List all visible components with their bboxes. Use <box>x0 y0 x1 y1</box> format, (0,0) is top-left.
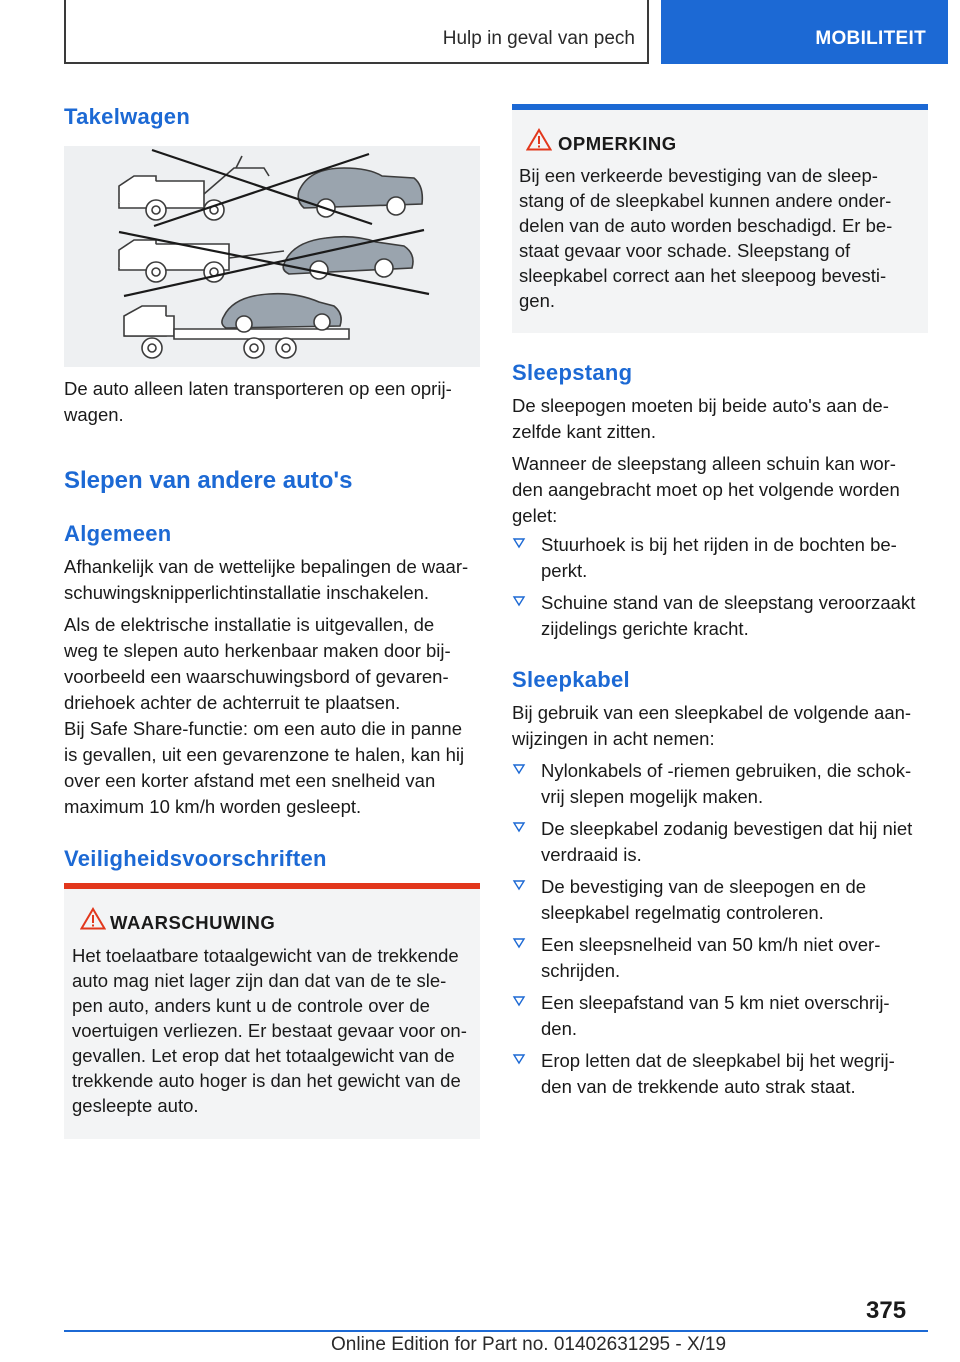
footer-divider <box>64 1330 928 1332</box>
towbar-heading: Sleepstang <box>512 360 633 385</box>
header-chapter-tab <box>661 0 948 64</box>
triangle-bullet-icon <box>512 536 526 550</box>
triangle-bullet-icon <box>512 594 526 608</box>
warning-body: Het toelaatbare totaalgewicht van de trekkende auto mag niet lager zijn dan dat van de te sle- pen auto, anders kunt u de controle over de voertuigen verliezen. Er bestaat gevaar voor on- gevallen. Let erop dat het totaalgewicht van de trekkende auto hoger is dan het gewicht van de gesleepte auto. <box>72 945 467 1116</box>
triangle-bullet-icon <box>512 820 526 834</box>
general-heading: Algemeen <box>64 521 172 546</box>
safety-heading: Veiligheidsvoorschriften <box>64 846 327 871</box>
towbar-paragraph-1: De sleepogen moeten bij beide auto's aan de- zelfde kant zitten. <box>512 395 889 442</box>
list-item-text: Nylonkabels of -riemen gebruiken, die schok- vrij slepen mogelijk maken. <box>541 760 912 807</box>
list-item-text: Schuine stand van de sleepstang veroorzaakt zijdelings gerichte kracht. <box>541 592 916 639</box>
truck-one <box>119 156 269 220</box>
triangle-bullet-icon <box>512 994 526 1008</box>
list-item-text: De sleepkabel zodanig bevestigen dat hij niet verdraaid is. <box>541 818 913 865</box>
car-one <box>298 168 422 217</box>
notice-title: OPMERKING <box>558 133 677 154</box>
header-section-tab <box>64 0 649 64</box>
towbar-paragraph-2: Wanneer de sleepstang alleen schuin kan wor- den aangebracht moet op het volgende worden gelet: <box>512 453 900 526</box>
triangle-bullet-icon <box>512 762 526 776</box>
header-chapter-title: MOBILITEIT <box>815 28 926 49</box>
list-item-text: Erop letten dat de sleepkabel bij het wegrij- den van de trekkende auto strak staat. <box>541 1050 895 1097</box>
list-item-text: De bevestiging van de sleepogen en de sleepkabel regelmatig controleren. <box>541 876 867 923</box>
cable-paragraph-1: Bij gebruik van een sleepkabel de volgende aan- wijzingen in acht nemen: <box>512 702 912 749</box>
triangle-bullet-icon <box>512 878 526 892</box>
notice-body: Bij een verkeerde bevestiging van de sleep- stang of de sleepkabel kunnen andere onder- delen van de auto worden beschadigd. Er be- staat gevaar voor schade. Sleepstang of sleepkabel correct aan het sleepoog bevesti- gen. <box>519 165 893 311</box>
notice-bar <box>512 104 928 110</box>
figure-caption: De auto alleen laten transporteren op een oprij- wagen. <box>64 378 452 425</box>
warning-box <box>64 883 480 1139</box>
header-section-title: Hulp in geval van pech <box>442 28 635 49</box>
page-number: 375 <box>866 1297 907 1324</box>
notice-box <box>512 104 928 333</box>
general-paragraph-3: Bij Safe Share-functie: om een auto die in panne is gevallen, uit een gevarenzone te halen, kan hij over een korter afstand met een snelheid van maximum 10 km/h worden gesleept. <box>64 718 465 817</box>
towtruck-illustration <box>64 146 480 367</box>
cable-heading: Sleepkabel <box>512 667 630 692</box>
general-paragraph-2: Als de elektrische installatie is uitgevallen, de weg te slepen auto herkenbaar maken door bij- voorbeeld een waarschuwingsbord of gevaren- driehoek achter de achterruit te plaatsen. <box>64 614 451 713</box>
car-three <box>222 294 341 332</box>
warning-title: WAARSCHUWING <box>110 912 276 933</box>
car-two <box>283 237 413 279</box>
towtruck-heading: Takelwagen <box>64 104 191 129</box>
list-item-text: Stuurhoek is bij het rijden in de bochten be- perkt. <box>541 534 897 581</box>
list-item-text: Een sleepafstand van 5 km niet overschrij- den. <box>541 992 890 1039</box>
notice-triangle-icon <box>526 128 552 151</box>
warning-triangle-icon <box>80 907 106 930</box>
towtruck-drawing <box>64 146 480 367</box>
list-item-text: Een sleepsnelheid van 50 km/h niet over- schrijden. <box>541 934 881 981</box>
footer-edition: Online Edition for Part no. 01402631295 - X/19 <box>331 1334 727 1355</box>
triangle-bullet-icon <box>512 936 526 950</box>
triangle-bullet-icon <box>512 1052 526 1066</box>
towing-main-heading: Slepen van andere auto's <box>64 467 353 494</box>
warning-bar <box>64 883 480 889</box>
general-paragraph-1: Afhankelijk van de wettelijke bepalingen de waar- schuwingsknipperlichtinstallatie inschakelen. <box>64 556 469 603</box>
